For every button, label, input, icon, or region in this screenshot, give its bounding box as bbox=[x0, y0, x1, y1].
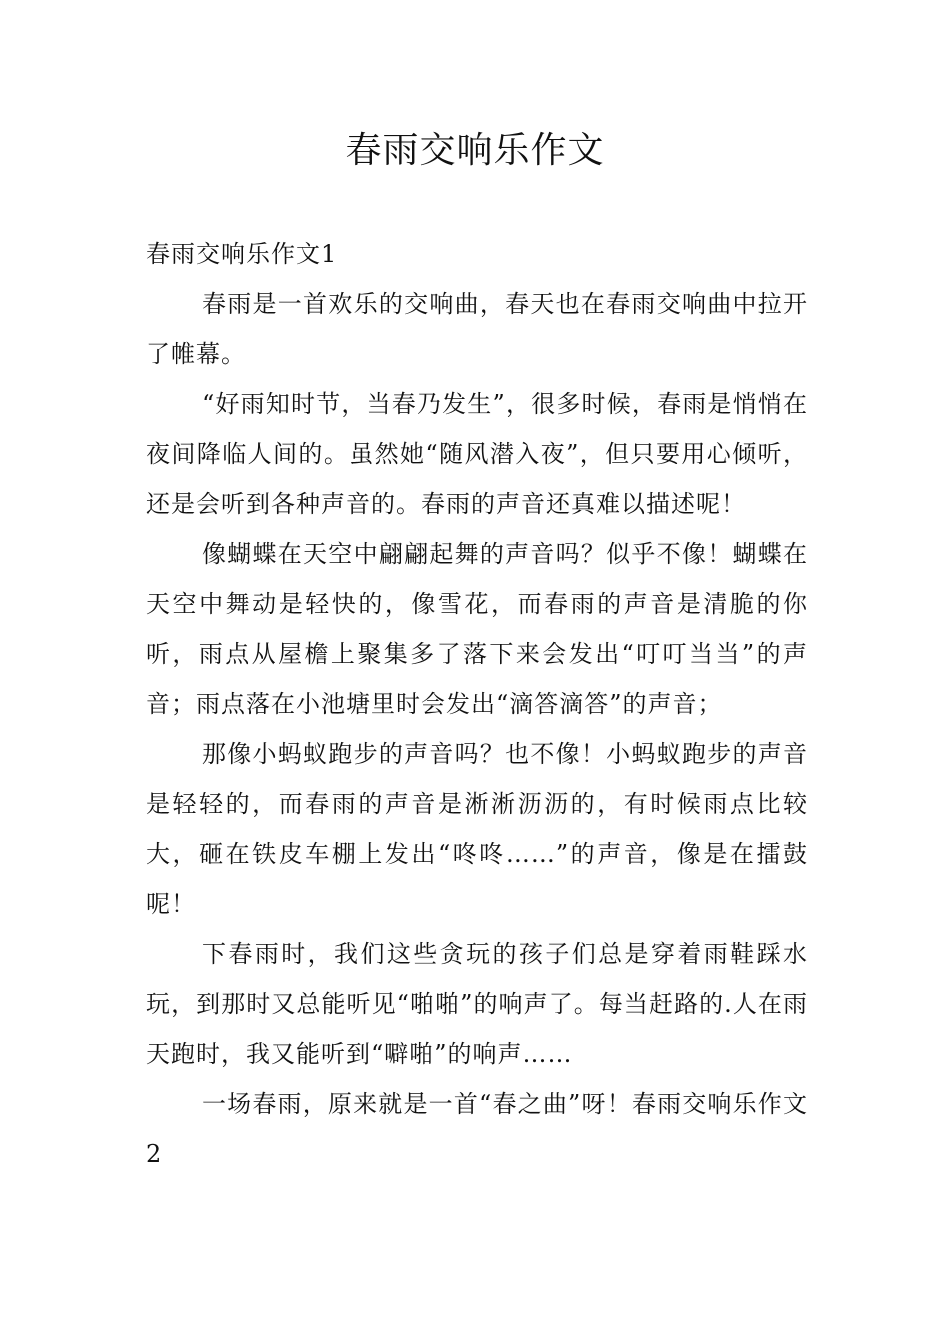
document-body bbox=[146, 229, 808, 1179]
paragraph-1: 春雨是一首欢乐的交响曲，春天也在春雨交响曲中拉开了帷幕。 bbox=[146, 290, 808, 368]
paragraph-6: 一场春雨，原来就是一首“春之曲”呀！春雨交响乐作文2 bbox=[146, 1090, 808, 1168]
paragraph-4: 那像小蚂蚁跑步的声音吗？也不像！小蚂蚁跑步的声音是轻轻的，而春雨的声音是淅淅沥沥的，有时候雨点比较大，砸在铁皮车棚上发出“咚咚……”的声音，像是在擂鼓呢！ bbox=[146, 740, 808, 918]
paragraph-3: 像蝴蝶在天空中翩翩起舞的声音吗？似乎不像！蝴蝶在天空中舞动是轻快的，像雪花，而春雨的声音是清脆的你听，雨点从屋檐上聚集多了落下来会发出“叮叮当当”的声音；雨点落在小池塘里时会发出“滴答滴答”的声音； bbox=[146, 540, 808, 718]
paragraph-2: “好雨知时节，当春乃发生”，很多时候，春雨是悄悄在夜间降临人间的。虽然她“随风潜入夜”，但只要用心倾听，还是会听到各种声音的。春雨的声音还真难以描述呢！ bbox=[146, 390, 808, 518]
paragraph-5: 下春雨时，我们这些贪玩的孩子们总是穿着雨鞋踩水玩，到那时又总能听见“啪啪”的响声了。每当赶路的.人在雨天跑时，我又能听到“噼啪”的响声…… bbox=[146, 940, 808, 1068]
section-heading: 春雨交响乐作文1 bbox=[146, 240, 338, 268]
document-title: 春雨交响乐作文 bbox=[345, 130, 605, 171]
